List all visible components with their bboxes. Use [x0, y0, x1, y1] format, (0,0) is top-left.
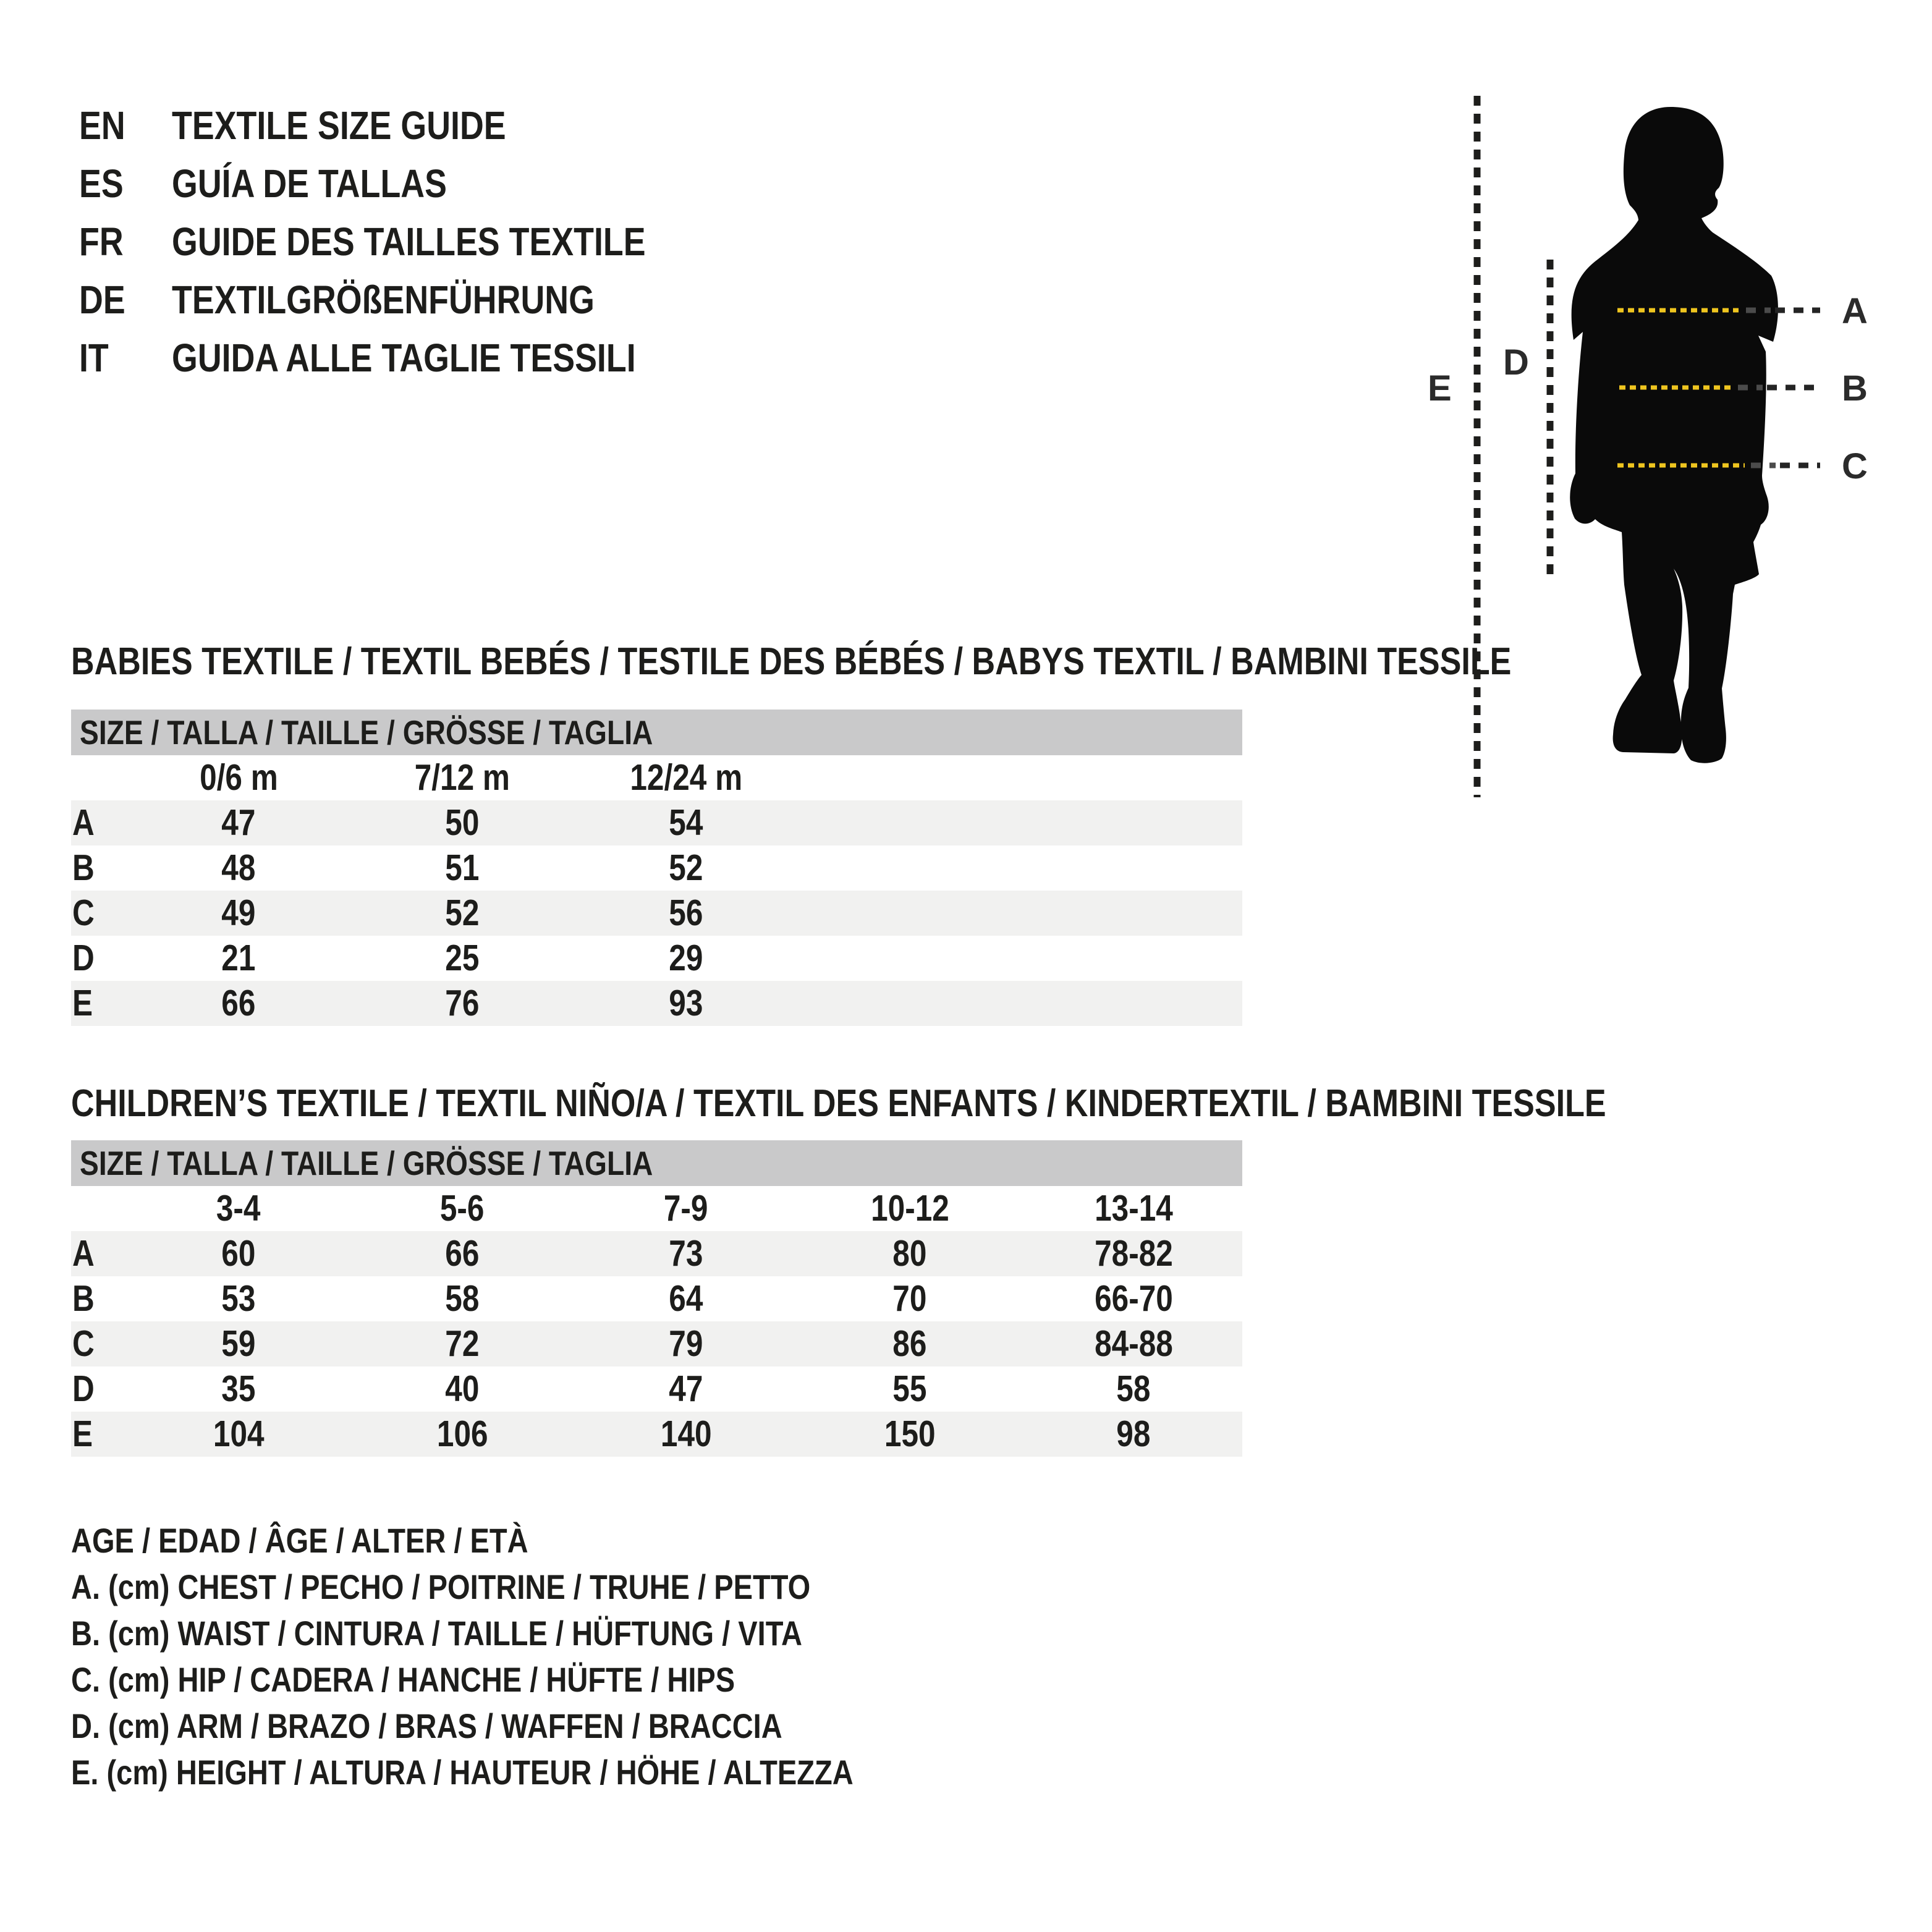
table-cell: 51: [445, 847, 480, 888]
language-title: TEXTILE SIZE GUIDE: [172, 103, 506, 148]
language-code: IT: [79, 336, 109, 380]
table-cell: 140: [660, 1413, 712, 1454]
children-column-headers: [71, 1186, 1245, 1231]
table-cell: 58: [445, 1278, 480, 1319]
table-cell: 86: [892, 1323, 927, 1364]
legend-line-waist: B. (cm) WAIST / CINTURA / TAILLE / HÜFTUNG / VITA: [71, 1614, 802, 1653]
language-row: [79, 101, 134, 150]
table-cell: 79: [669, 1323, 703, 1364]
table-cell: 78-82: [1094, 1233, 1173, 1274]
column-header: 3-4: [216, 1188, 261, 1229]
table-cell: 106: [436, 1413, 488, 1454]
language-title: TEXTILGRÖßENFÜHRUNG: [172, 278, 595, 322]
table-cell: 52: [669, 847, 703, 888]
table-row: [71, 1231, 1242, 1276]
table-cell: 21: [221, 938, 256, 978]
row-label: C: [72, 892, 95, 933]
row-label: E: [72, 983, 93, 1023]
children-section-heading: CHILDREN’S TEXTILE / TEXTIL NIÑO/A / TEXTIL DES ENFANTS / KINDERTEXTIL / BAMBINI TESSILE: [71, 1082, 1606, 1125]
column-header: 13-14: [1094, 1188, 1173, 1229]
legend-line-chest: A. (cm) CHEST / PECHO / POITRINE / TRUHE / PETTO: [71, 1567, 811, 1606]
table-row: [71, 936, 1242, 981]
table-row: [71, 891, 1242, 936]
row-label: E: [72, 1413, 93, 1454]
row-label: B: [72, 847, 95, 888]
measurement-legend: [71, 1517, 1002, 1795]
table-cell: 70: [892, 1278, 927, 1319]
table-cell: 66: [445, 1233, 480, 1274]
table-cell: 93: [669, 983, 703, 1023]
language-title: GUIDA ALLE TAGLIE TESSILI: [172, 336, 636, 380]
row-label: A: [72, 802, 95, 843]
table-cell: 47: [221, 802, 256, 843]
language-code: EN: [79, 103, 125, 148]
column-header: 0/6 m: [199, 757, 278, 798]
babies-size-table: [71, 710, 1245, 1026]
table-cell: 50: [445, 802, 480, 843]
row-label: B: [72, 1278, 95, 1319]
figure-label-a: A: [1842, 291, 1868, 331]
column-header: 7-9: [664, 1188, 708, 1229]
table-cell: 56: [669, 892, 703, 933]
table-cell: 53: [221, 1278, 256, 1319]
column-header: 12/24 m: [630, 757, 742, 798]
language-row: [79, 333, 114, 383]
table-cell: 73: [669, 1233, 703, 1274]
table-cell: 66: [221, 983, 256, 1023]
figure-label-d: D: [1503, 342, 1529, 383]
table-cell: 84-88: [1094, 1323, 1173, 1364]
figure-label-e: E: [1428, 368, 1452, 409]
table-cell: 29: [669, 938, 703, 978]
column-header: 7/12 m: [414, 757, 511, 798]
row-label: C: [72, 1323, 95, 1364]
table-row: [71, 1366, 1242, 1412]
table-row: [71, 800, 1242, 845]
table-row: [71, 1276, 1242, 1321]
table-cell: 66-70: [1094, 1278, 1173, 1319]
table-cell: 80: [892, 1233, 927, 1274]
child-silhouette-figure: [1409, 87, 1932, 810]
table-cell: 64: [669, 1278, 703, 1319]
language-title: GUIDE DES TAILLES TEXTILE: [172, 219, 646, 264]
legend-line-arm: D. (cm) ARM / BRAZO / BRAS / WAFFEN / BRACCIA: [71, 1706, 782, 1745]
size-header-bar: SIZE / TALLA / TAILLE / GRÖSSE / TAGLIA: [71, 1140, 1242, 1186]
table-cell: 59: [221, 1323, 256, 1364]
language-code: DE: [79, 278, 125, 322]
table-row: [71, 845, 1242, 891]
table-cell: 98: [1116, 1413, 1151, 1454]
table-cell: 72: [445, 1323, 480, 1364]
table-cell: 58: [1116, 1368, 1151, 1409]
language-code: ES: [79, 161, 124, 206]
column-header: 10-12: [870, 1188, 949, 1229]
language-row: [79, 217, 132, 266]
table-cell: 49: [221, 892, 256, 933]
size-header-bar: SIZE / TALLA / TAILLE / GRÖSSE / TAGLIA: [71, 710, 1242, 755]
table-cell: 25: [445, 938, 480, 978]
table-cell: 76: [445, 983, 480, 1023]
table-cell: 60: [221, 1233, 256, 1274]
children-size-table: [71, 1140, 1245, 1457]
row-label: D: [72, 1368, 95, 1409]
table-cell: 150: [884, 1413, 936, 1454]
row-label: A: [72, 1233, 95, 1274]
table-cell: 52: [445, 892, 480, 933]
table-cell: 54: [669, 802, 703, 843]
figure-label-c: C: [1842, 446, 1868, 486]
column-header: 5-6: [440, 1188, 485, 1229]
row-label: D: [72, 938, 95, 978]
language-title: GUÍA DE TALLAS: [172, 161, 447, 206]
table-row: [71, 1412, 1242, 1457]
table-cell: 35: [221, 1368, 256, 1409]
table-cell: 40: [445, 1368, 480, 1409]
figure-label-b: B: [1842, 368, 1868, 409]
table-row: [71, 1321, 1242, 1366]
table-cell: 55: [892, 1368, 927, 1409]
language-row: [79, 275, 134, 324]
legend-line-height: E. (cm) HEIGHT / ALTURA / HAUTEUR / HÖHE / ALTEZZA: [71, 1753, 854, 1792]
legend-line-hip: C. (cm) HIP / CADERA / HANCHE / HÜFTE / HIPS: [71, 1660, 735, 1699]
babies-column-headers: [71, 755, 1245, 800]
table-cell: 104: [213, 1413, 265, 1454]
language-code: FR: [79, 219, 124, 264]
legend-line-age: AGE / EDAD / ÂGE / ALTER / ETÀ: [71, 1521, 528, 1560]
table-cell: 48: [221, 847, 256, 888]
language-row: [79, 159, 132, 208]
table-row: [71, 981, 1242, 1026]
babies-section-heading: BABIES TEXTILE / TEXTIL BEBÉS / TESTILE DES BÉBÉS / BABYS TEXTIL / BAMBINI TESSILE: [71, 640, 1512, 683]
table-cell: 47: [669, 1368, 703, 1409]
